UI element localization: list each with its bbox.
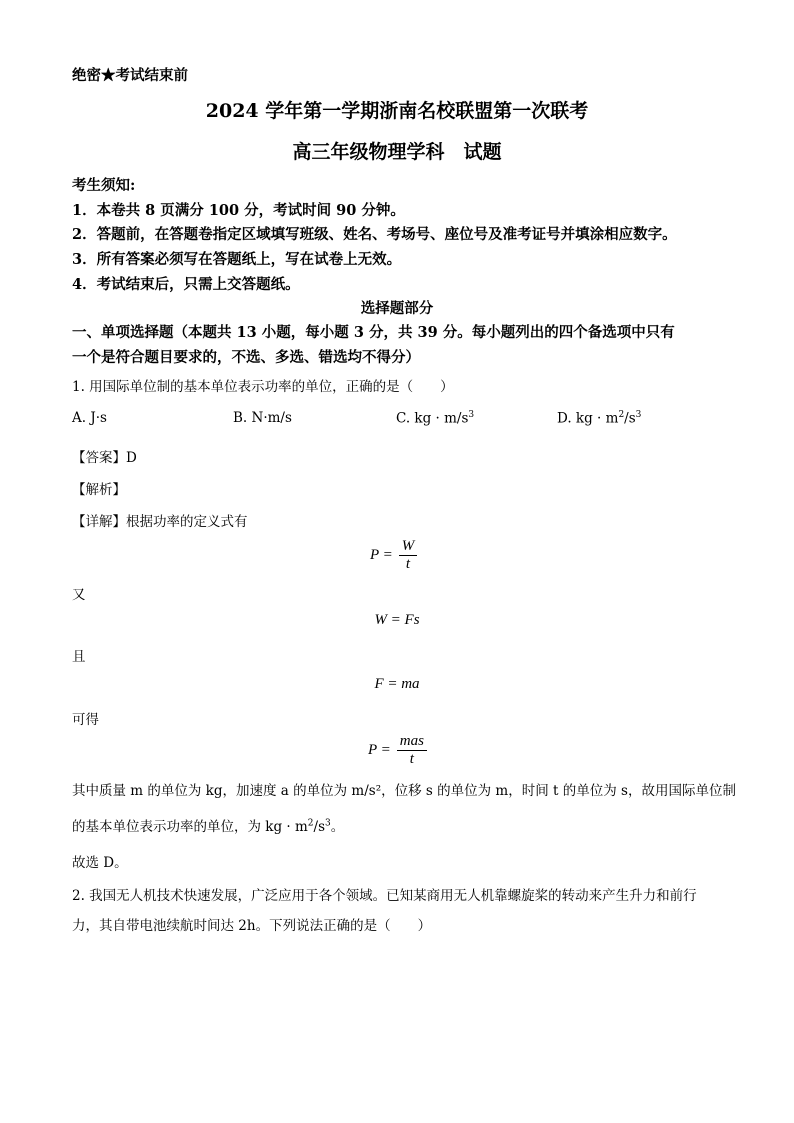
section-heading-line2: 一个是符合题目要求的，不选、多选、错选均不得分） [72,349,420,366]
section-title: 选择题部分 [360,300,434,317]
equation-power-result: P = $\frac{\text{mas}}{t}$ [368,733,427,768]
option-d: D. kg · $m^2/s^3$ [557,410,642,427]
notes-item-3: 3．所有答案必须写在答题纸上，写在试卷上无效。 [72,251,402,268]
question-1-stem: 1. 用国际单位制的基本单位表示功率的单位，正确的是（ ） [72,379,454,395]
analysis-label: 【解析】 [72,482,126,498]
notes-heading: 考生须知: [72,177,136,194]
connector-you: 又 [72,587,86,603]
connector-qie: 且 [72,649,86,665]
option-b: B. N·m/s [233,410,292,426]
section-heading-line1: 一、单项选择题（本题共 13 小题，每小题 3 分，共 39 分。每小题列出的四个备选项中只有 [72,324,675,341]
exam-subtitle: 高三年级物理学科 试题 [292,141,502,163]
exam-title: 2024 学年第一学期浙南名校联盟第一次联考 [205,100,589,122]
equation-work: W = Fs [374,612,420,628]
explanation-line2: 的基本单位表示功率的单位，为 kg · $m^2/s^3$。 [72,818,345,835]
notes-item-2: 2．答题前，在答题卷指定区域填写班级、姓名、考场号、座位号及准考证号并填涂相应数字。 [72,226,677,243]
conclusion: 故选 D。 [72,855,128,871]
question-2-line1: 2. 我国无人机技术快速发展，广泛应用于各个领域。已知某商用无人机靠螺旋桨的转动来产生升力和前行 [72,888,697,904]
explanation-line1: 其中质量 m 的单位为 kg，加速度 a 的单位为 m/s²，位移 s 的单位为 m，时间 t 的单位为 s，故用国际单位制 [72,783,736,799]
question-2-line2: 力，其自带电池续航时间达 2h。下列说法正确的是（ ） [72,918,432,934]
confidential-mark: 绝密★考试结束前 [72,67,188,84]
equation-power-definition: P = $\frac{W}{t}$ [370,538,417,573]
equation-force: F = ma [374,676,420,692]
notes-item-1: 1．本卷共 8 页满分 100 分，考试时间 90 分钟。 [72,202,405,219]
option-a: A. J·s [72,410,107,426]
notes-item-4: 4．考试结束后，只需上交答题纸。 [72,276,300,293]
detail: 【详解】根据功率的定义式有 [72,514,248,530]
connector-kede: 可得 [72,712,99,728]
answer: 【答案】D [72,450,137,466]
option-c: C. kg · $m/s^3$ [396,410,475,427]
